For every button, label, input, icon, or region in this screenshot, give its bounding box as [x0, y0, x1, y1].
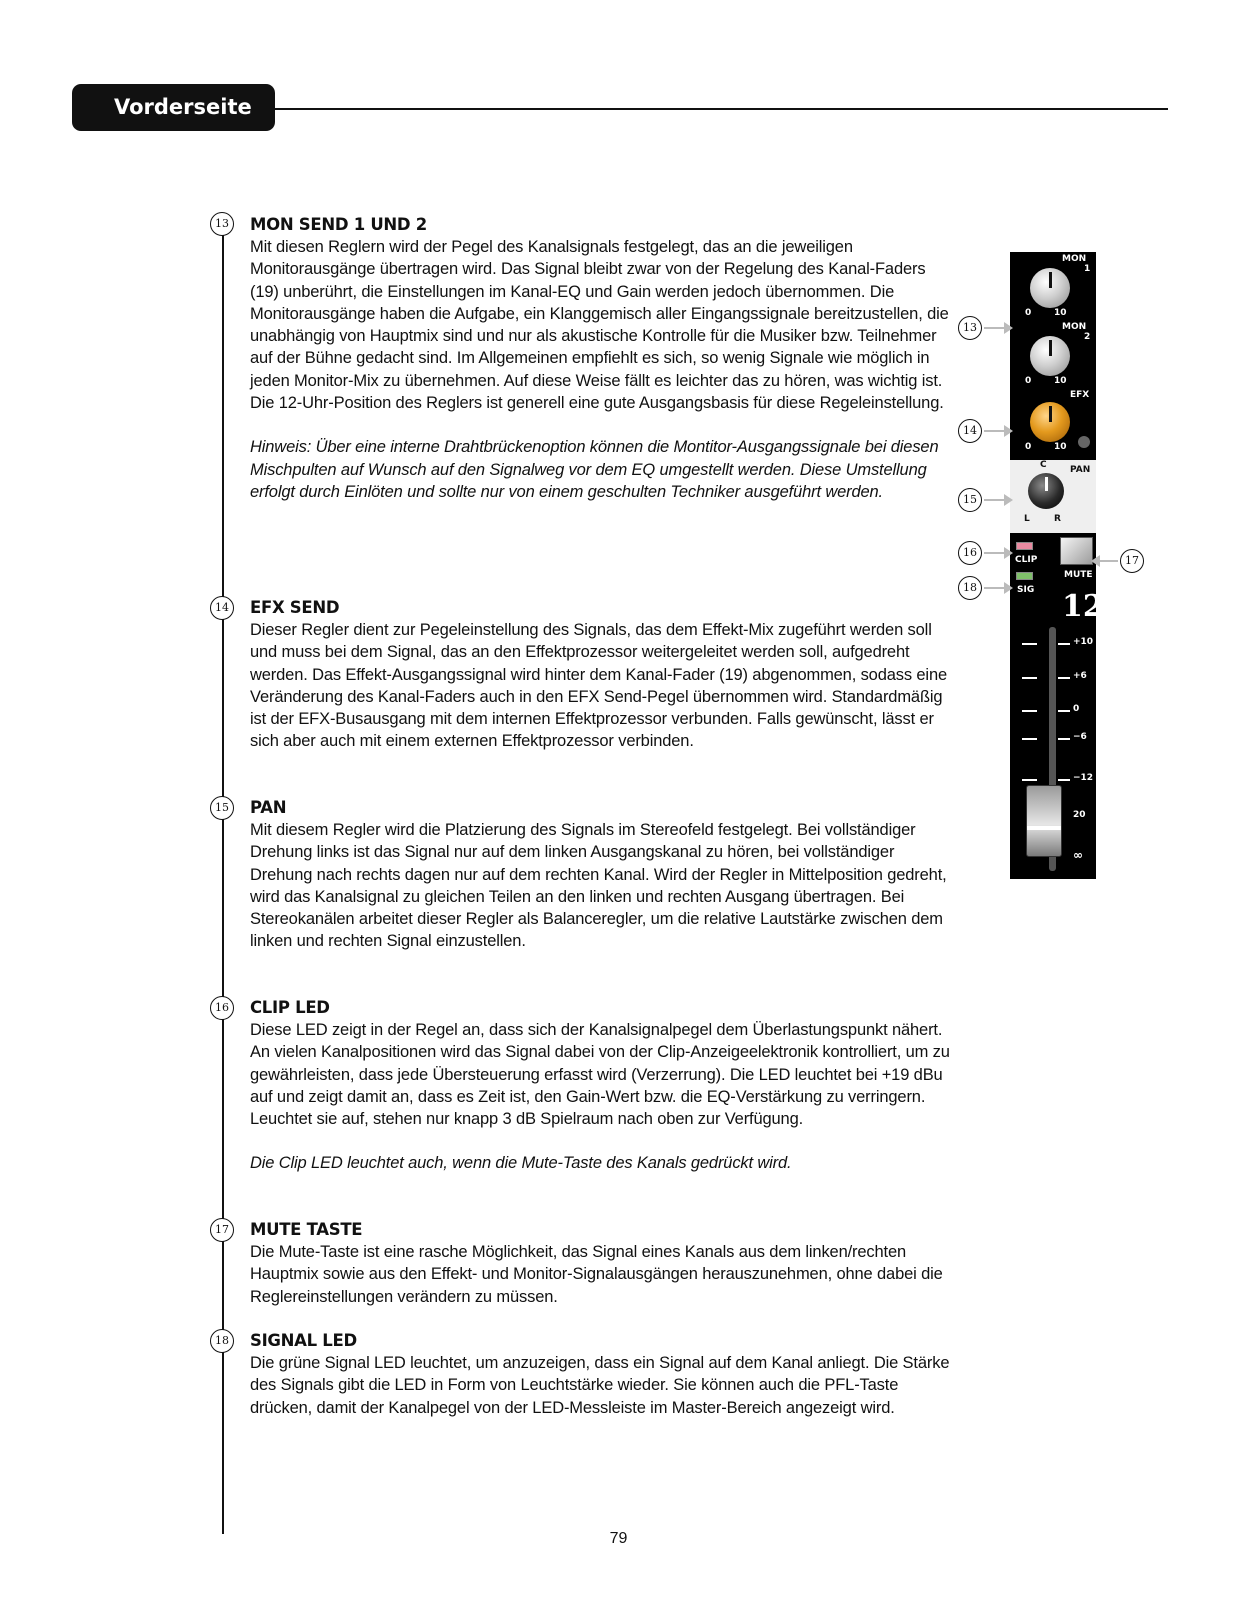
pan-left-label: L [1024, 514, 1030, 524]
arrow-right-icon [984, 499, 1006, 501]
callout-18: 18 [958, 576, 982, 600]
section-body: Die Mute-Taste ist eine rasche Möglichkeit, das Signal eines Kanals aus dem linken/rechten Hauptmix sowie aus den Effekt- und Monitor-Signalausgängen herauszunehmen, ohne dabei die Reglereinstellungen verändern zu müssen. [250, 1243, 943, 1306]
callout-13: 13 [958, 316, 982, 340]
efx-screw-icon [1078, 436, 1090, 448]
mon1-number: 1 [1084, 264, 1091, 274]
callout-16: 16 [958, 541, 982, 565]
mon1-knob [1030, 268, 1070, 308]
callout-17: 17 [1120, 549, 1144, 573]
channel-number: 12 [1062, 589, 1104, 624]
mon1-max: 10 [1054, 308, 1067, 318]
pan-knob [1028, 473, 1064, 509]
mute-button [1060, 537, 1093, 565]
section-number-16: 16 [210, 996, 234, 1020]
section-number-15: 15 [210, 796, 234, 820]
section-heading: MON SEND 1 UND 2 [250, 215, 427, 234]
mon2-number: 2 [1084, 332, 1091, 342]
section-note: Die Clip LED leuchtet auch, wenn die Mute-Taste des Kanals gedrückt wird. [250, 1154, 792, 1173]
mon1-min: 0 [1025, 308, 1032, 318]
sig-label: SIG [1017, 585, 1035, 595]
section-efx-send [250, 597, 950, 753]
section-heading: CLIP LED [250, 998, 330, 1017]
scale-label: +6 [1073, 671, 1087, 681]
scale-label: 20 [1073, 810, 1086, 820]
signal-led [1016, 572, 1033, 580]
scale-label: −6 [1073, 732, 1087, 742]
scale-label: ∞ [1073, 848, 1083, 862]
section-body: Diese LED zeigt in der Regel an, dass sich der Kanalsignalpegel dem Überlastungspunkt nähert. An vielen Kanalpositionen wird das Signal dabei von der Clip-Anzeigeelektronik kontrolliert, um zu gewährleisten, dass jede Übersteuerung erfasst wird (Verzerrung). Die LED leuchtet bei +19 dBu auf und zeigt damit an, dass es Zeit ist, den Gain-Wert bzw. die EQ-Verstärkung zu verringern. Leuchtet sie auf, stehen nur knapp 3 dB Spielraum nach oben zur Verfügung. [250, 1021, 950, 1129]
efx-max: 10 [1054, 442, 1067, 452]
section-number-14: 14 [210, 596, 234, 620]
section-mon-send [250, 214, 950, 503]
scale-label: +10 [1073, 637, 1094, 647]
section-heading: MUTE TASTE [250, 1220, 363, 1239]
section-body: Dieser Regler dient zur Pegeleinstellung des Signals, das dem Effekt-Mix zugeführt werden soll und muss bei dem Signal, das an den Effektprozessor weitergeleitet werden soll, aufgedreht werden. Das Effekt-Ausgangssignal wird hinter dem Kanal-Fader (19) abgenommen, sodass eine Veränderung des Kanal-Faders auch in den EFX Send-Pegel übernommen wird. Standardmäßig ist der EFX-Busausgang mit dem internen Effektprozessor verbunden. Falls gewünscht, lässt er sich aber auch mit einem externen Effektprozessor verbinden. [250, 621, 947, 751]
arrow-right-icon [984, 587, 1006, 589]
mon2-max: 10 [1054, 376, 1067, 386]
header-rule [275, 108, 1168, 110]
clip-label: CLIP [1015, 555, 1038, 565]
section-note: Hinweis: Über eine interne Drahtbrückenoption können die Montitor-Ausgangssignale bei diesen Mischpulten auf Wunsch auf den Signalweg vor dem EQ umgestellt werden. Diese Umstellung erfolgt durch Einlöten und sollte nur von einem geschulten Techniker ausgeführt werden. [250, 438, 939, 501]
section-heading: EFX SEND [250, 598, 340, 617]
clip-led [1016, 542, 1033, 550]
callout-15: 15 [958, 488, 982, 512]
callout-14: 14 [958, 419, 982, 443]
scale-label: −12 [1073, 773, 1094, 783]
section-body: Mit diesem Regler wird die Platzierung des Signals im Stereofeld festgelegt. Bei vollständiger Drehung links ist das Signal nur auf dem linken Ausgangskanal zu hören, bei vollständiger Drehung nach rechts dagen nur auf dem rechten Kanal. Wird der Regler in Mittelposition gedreht, wird das Kanalsignal zu gleichen Teilen an den linken und rechten Ausgang übertragen. Bei Stereokanälen arbeitet dieser Regler als Balanceregler, um die relative Lautstärke zwischen dem linken und rechten Signal einzustellen. [250, 821, 947, 951]
section-heading: PAN [250, 798, 287, 817]
section-heading: SIGNAL LED [250, 1331, 357, 1350]
channel-strip-illustration [1010, 252, 1104, 879]
arrow-left-icon [1098, 560, 1118, 562]
arrow-right-icon [984, 327, 1006, 329]
mon2-knob [1030, 336, 1070, 376]
mon1-label: MON [1062, 254, 1087, 264]
page-number: 79 [609, 1530, 628, 1547]
section-mute-taste [250, 1219, 950, 1308]
efx-label: EFX [1070, 390, 1090, 400]
arrow-right-icon [984, 552, 1006, 554]
section-body: Mit diesen Reglern wird der Pegel des Kanalsignals festgelegt, das an die jeweiligen Monitorausgänge übertragen wird. Das Signal bleibt zwar von der Regelung des Kanal-Faders (19) unberührt, die Einstellungen im Kanal-EQ und Gain werden jedoch übernommen. Die Monitorausgänge haben die Aufgabe, ein Klanggemisch aller Eingangssignale bereitzustellen, die unabhängig von Hauptmix sind und nur als akustische Kontrolle für die Musiker bzw. Teilnehmer auf der Bühne gedacht sind. Im Allgemeinen empfiehlt es sich, so wenig Signale wie möglich in jeden Monitor-Mix zu übernehmen. Auf diese Weise fällt es leichter das zu hören, was wichtig ist. Die 12-Uhr-Position des Reglers ist generell eine gute Ausgangsbasis für diese Regeleinstellung. [250, 238, 949, 413]
section-number-13: 13 [210, 212, 234, 236]
section-signal-led [250, 1330, 950, 1419]
pan-center-label: C [1040, 460, 1047, 470]
fader-cap [1026, 785, 1062, 857]
pan-right-label: R [1054, 514, 1061, 524]
arrow-right-icon [984, 430, 1006, 432]
section-number-18: 18 [210, 1329, 234, 1353]
section-number-17: 17 [210, 1218, 234, 1242]
efx-min: 0 [1025, 442, 1032, 452]
efx-knob [1030, 402, 1070, 442]
section-pan [250, 797, 950, 953]
mute-label: MUTE [1064, 570, 1093, 580]
pan-label: PAN [1070, 465, 1091, 475]
scale-label: 0 [1073, 704, 1080, 714]
section-clip-led [250, 997, 950, 1175]
mon2-min: 0 [1025, 376, 1032, 386]
section-body: Die grüne Signal LED leuchtet, um anzuzeigen, dass ein Signal auf dem Kanal anliegt. Die Stärke des Signals gibt die LED in Form von Leuchtstärke wieder. Sie können auch die PFL-Taste drücken, damit der Kanalpegel von der LED-Messleiste im Master-Bereich angezeigt wird. [250, 1354, 950, 1417]
mon2-label: MON [1062, 322, 1087, 332]
section-title-tab: Vorderseite [72, 84, 275, 131]
